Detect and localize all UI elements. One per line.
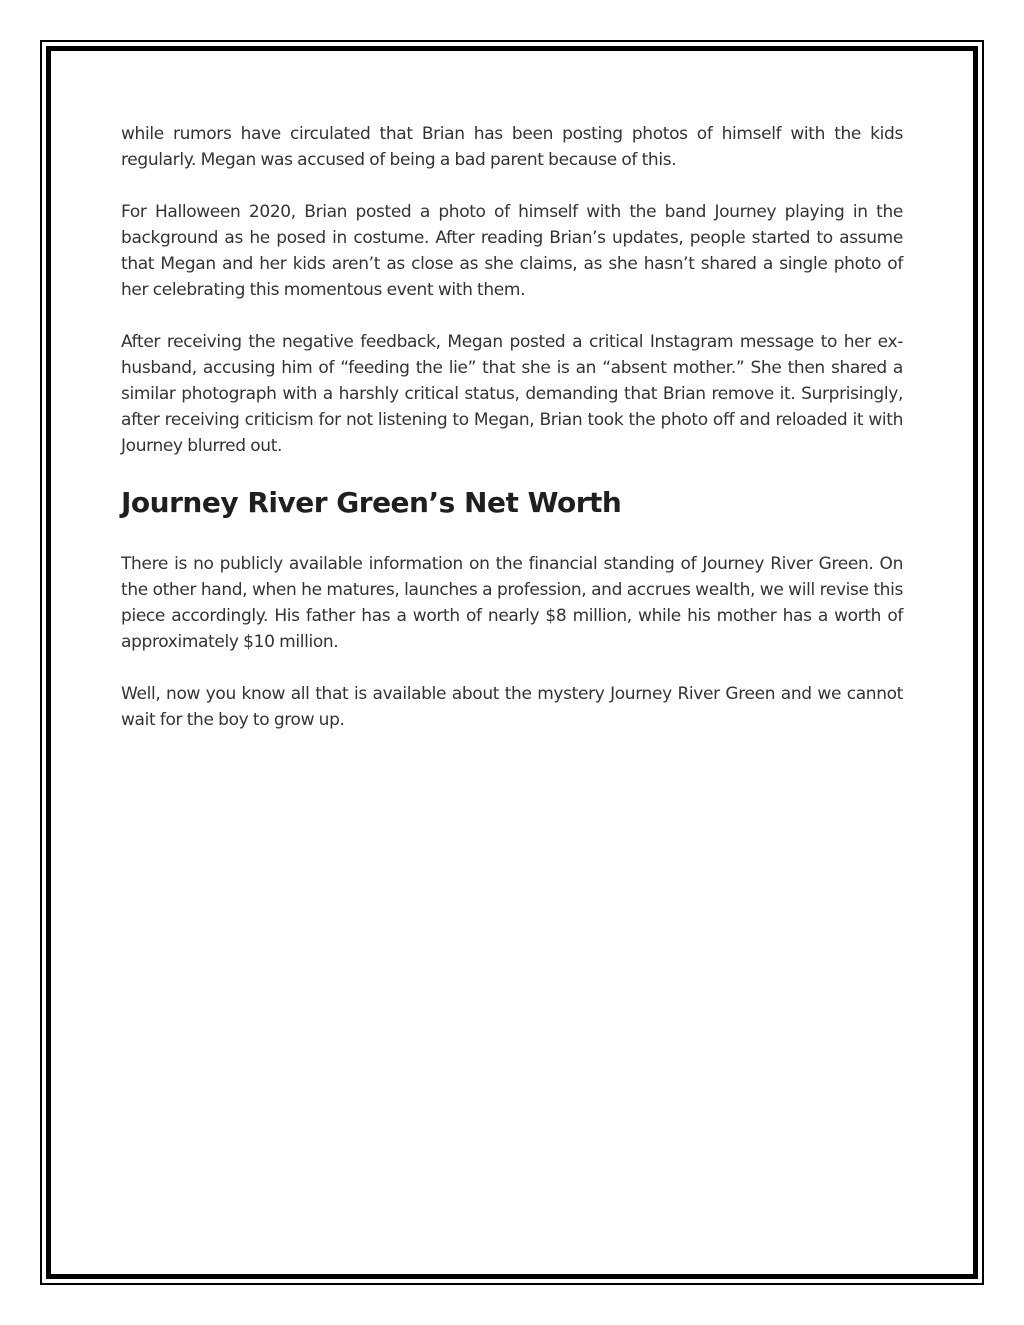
paragraph-net-worth: There is no publicly available information on the financial standing of Journey River Green. On the other hand, when he matures, launches a profession, and accrues wealth, we will revise this piece accordingly. His father has a worth of nearly $8 million, while his mother has a worth of approximately $10 million. — [121, 554, 903, 652]
paragraph-closing: Well, now you know all that is available about the mystery Journey River Green and we cannot wait for the boy to grow up. — [121, 684, 903, 730]
document-body — [121, 121, 903, 759]
section-heading-net-worth: Journey River Green’s Net Worth — [121, 486, 622, 519]
paragraph-rumors: while rumors have circulated that Brian has been posting photos of himself with the kids regularly. Megan was accused of being a bad parent because of this. — [121, 124, 903, 170]
paragraph-instagram-message: After receiving the negative feedback, Megan posted a critical Instagram message to her ex-husband, accusing him of “feeding the lie” that she is an “absent mother.” She then shared a similar photograph with a harshly critical status, demanding that Brian remove it. Surprisingly, after receiving criticism for not listening to Megan, Brian took the photo off and reloaded it with Journey blurred out. — [121, 332, 903, 456]
paragraph-halloween: For Halloween 2020, Brian posted a photo of himself with the band Journey playing in the background as he posed in costume. After reading Brian’s updates, people started to assume that Megan and her kids aren’t as close as she claims, as she hasn’t shared a single photo of her celebrating this momentous event with them. — [121, 202, 903, 300]
